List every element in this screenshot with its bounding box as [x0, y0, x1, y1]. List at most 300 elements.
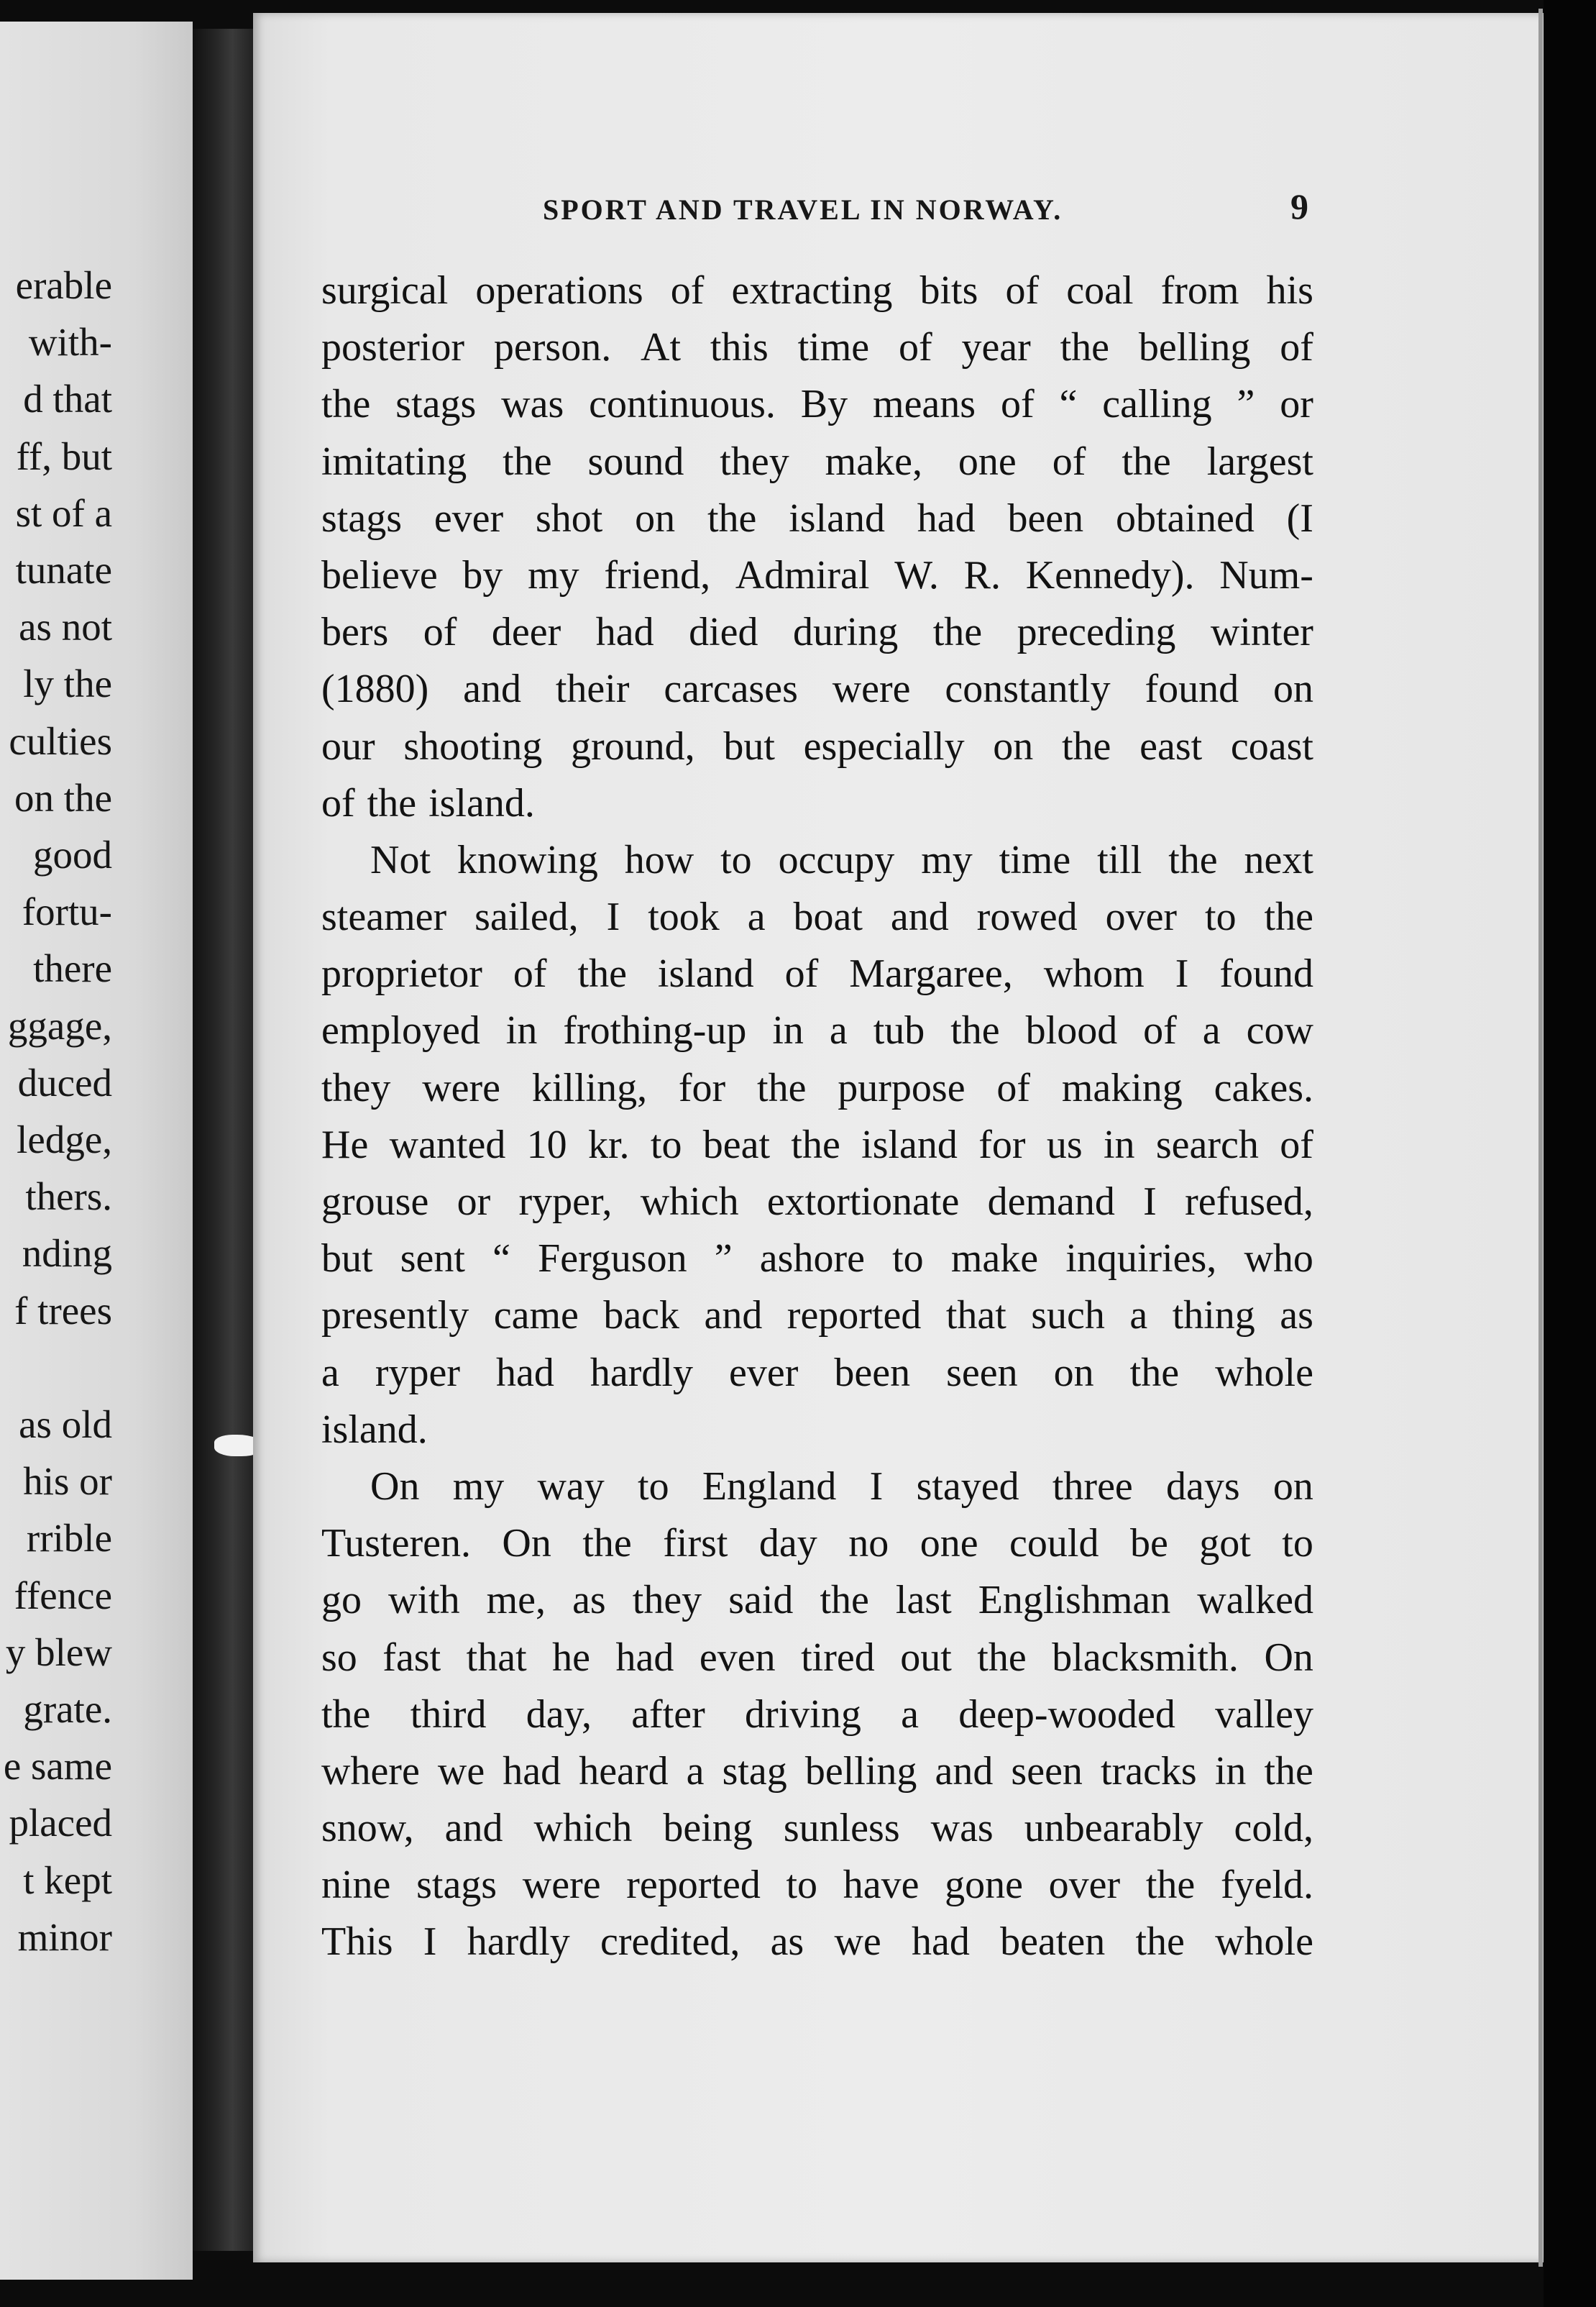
text-line	[321, 376, 1313, 433]
left-page-line: his or	[23, 1459, 112, 1504]
text-line	[321, 1572, 1313, 1629]
word: sunless	[783, 1806, 900, 1851]
word: search	[1155, 1122, 1259, 1167]
word: time	[797, 325, 870, 370]
word: 10	[526, 1122, 567, 1167]
word: how	[624, 837, 694, 882]
running-head: SPORT AND TRAVEL IN NORWAY.	[543, 193, 1063, 226]
word: were	[522, 1863, 601, 1908]
left-page-line: ly the	[23, 662, 112, 706]
word: walked	[1197, 1578, 1313, 1623]
text-line	[321, 775, 1313, 832]
word: he	[552, 1635, 590, 1680]
word: of	[784, 951, 819, 997]
word: my	[528, 552, 579, 598]
word: could	[1009, 1521, 1099, 1566]
text-line	[321, 1002, 1313, 1059]
word: make,	[825, 439, 922, 484]
word: the	[707, 495, 757, 541]
left-page-line: ffence	[14, 1573, 112, 1617]
word: with	[388, 1578, 460, 1623]
word: came	[493, 1293, 579, 1338]
word: of	[1000, 382, 1035, 427]
word: way	[537, 1463, 605, 1509]
word: had	[911, 1919, 970, 1965]
word: in	[772, 1008, 804, 1054]
word: surgical	[321, 268, 449, 313]
word: (1880)	[321, 667, 429, 712]
word: Kennedy).	[1025, 552, 1195, 598]
word: had	[503, 1748, 561, 1794]
left-page-line: thers.	[25, 1174, 112, 1219]
word: fast	[382, 1635, 441, 1680]
word: constantly	[945, 667, 1111, 712]
word: year	[961, 325, 1031, 370]
left-page-line: ledge,	[17, 1118, 112, 1161]
word: nine	[321, 1863, 391, 1908]
word: inquiries,	[1065, 1236, 1217, 1282]
word: ”	[714, 1236, 733, 1282]
word: or	[457, 1179, 491, 1224]
word: three	[1052, 1463, 1133, 1509]
word: ground,	[571, 723, 695, 769]
text-line	[321, 889, 1313, 946]
word: one	[958, 439, 1017, 484]
word: I	[423, 1919, 437, 1965]
word: make	[950, 1236, 1039, 1282]
word: being	[663, 1806, 753, 1851]
word: a	[1129, 1293, 1148, 1338]
word: on	[635, 495, 676, 541]
text-line	[321, 1060, 1313, 1117]
word: me,	[486, 1578, 546, 1623]
word: we	[437, 1748, 485, 1794]
word: was	[930, 1806, 994, 1851]
word: day	[758, 1521, 817, 1566]
word: the	[1264, 895, 1313, 940]
word: my	[921, 837, 973, 882]
page-edge-line	[1538, 9, 1543, 2267]
word: friend,	[604, 552, 711, 598]
word: coast	[1230, 723, 1313, 769]
word: to	[892, 1236, 924, 1282]
word: On	[370, 1463, 420, 1509]
word: and	[935, 1748, 994, 1794]
left-page-line: minor	[17, 1914, 112, 1959]
word: one	[919, 1521, 978, 1566]
word: the	[1060, 325, 1110, 370]
word: was	[501, 382, 564, 427]
word: At	[641, 325, 682, 370]
word: bits	[919, 268, 978, 313]
word: the	[503, 439, 552, 484]
word: this	[710, 325, 769, 370]
left-page-line: t kept	[23, 1858, 112, 1902]
word: heard	[579, 1748, 669, 1794]
word: on	[1272, 1463, 1313, 1509]
word: found	[1145, 667, 1239, 712]
word: grouse	[321, 1179, 429, 1224]
word: in	[505, 1008, 538, 1054]
text-line	[321, 1515, 1313, 1572]
word: sent	[400, 1236, 465, 1282]
text-line	[321, 1345, 1313, 1402]
word: but	[723, 723, 775, 769]
word: and	[890, 895, 949, 940]
word: the	[791, 1122, 840, 1167]
word: the	[582, 1521, 632, 1566]
word: the	[577, 951, 627, 997]
word: calling	[1102, 382, 1212, 427]
word: kr.	[588, 1122, 630, 1167]
word: of	[423, 610, 457, 655]
word: sailed,	[474, 895, 579, 940]
word: been	[834, 1350, 911, 1395]
word: ever	[729, 1350, 799, 1395]
word: occupy	[778, 837, 895, 882]
word: back	[603, 1293, 680, 1338]
word: which	[533, 1806, 633, 1851]
word: to	[1205, 895, 1237, 940]
text-line	[321, 832, 1313, 889]
word: shooting	[403, 723, 543, 769]
word: By	[800, 382, 848, 427]
word: or	[1280, 382, 1313, 427]
word: stags	[321, 495, 402, 541]
text-line	[321, 1402, 1313, 1458]
word: shot	[535, 495, 603, 541]
word: as	[770, 1919, 804, 1965]
word: to	[1282, 1521, 1313, 1566]
word: the	[932, 610, 983, 655]
word: to	[786, 1863, 818, 1908]
word: been	[1007, 495, 1084, 541]
word: for	[978, 1122, 1026, 1167]
word: of	[1280, 325, 1313, 370]
word: seen	[1011, 1748, 1083, 1794]
word: He	[321, 1122, 369, 1167]
word: stayed	[916, 1463, 1019, 1509]
word: coal	[1066, 268, 1134, 313]
word: as	[1280, 1293, 1313, 1338]
left-page-line: nding	[22, 1231, 112, 1276]
text-line	[321, 1686, 1313, 1743]
left-page-line: as old	[19, 1402, 112, 1446]
word: beat	[702, 1122, 771, 1167]
word: cow	[1246, 1008, 1313, 1054]
word: their	[555, 667, 630, 712]
word: Ferguson	[538, 1236, 687, 1282]
word: to	[650, 1122, 682, 1167]
left-page-line: as not	[19, 605, 112, 649]
page-number: 9	[1290, 186, 1308, 227]
word: operations	[475, 268, 643, 313]
left-page-line: good	[33, 833, 112, 877]
text-line	[321, 434, 1313, 490]
word: imitating	[321, 439, 467, 484]
word: fyeld.	[1220, 1863, 1313, 1908]
word: who	[1244, 1236, 1313, 1282]
word: and	[444, 1806, 503, 1851]
word: hardly	[590, 1350, 693, 1395]
left-page-line: on the	[14, 775, 112, 820]
text-line	[321, 1914, 1313, 1970]
word: deep-wooded	[958, 1691, 1175, 1737]
word: employed	[321, 1008, 480, 1054]
text-line	[321, 946, 1313, 1002]
word: island.	[321, 1407, 428, 1452]
word: On	[502, 1521, 551, 1566]
word: I	[1143, 1179, 1157, 1224]
text-line	[321, 1458, 1313, 1515]
word: Admiral	[735, 552, 870, 598]
word: blacksmith.	[1052, 1635, 1239, 1680]
word: cakes.	[1214, 1065, 1313, 1110]
left-page-line: grate.	[23, 1687, 112, 1731]
word: tracks	[1101, 1748, 1197, 1794]
word: Margaree,	[849, 951, 1013, 997]
left-page-line: culties	[9, 718, 112, 763]
word: of	[1052, 439, 1086, 484]
text-line	[321, 661, 1313, 718]
word: stags	[416, 1863, 497, 1908]
text-line	[321, 718, 1313, 775]
word: us	[1046, 1122, 1083, 1167]
word: means	[873, 382, 976, 427]
word: purpose	[838, 1065, 966, 1110]
text-line	[321, 1630, 1313, 1686]
word: England	[702, 1463, 837, 1509]
word: cold,	[1234, 1806, 1313, 1851]
word: demand	[987, 1179, 1115, 1224]
left-page-line: ff, but	[16, 434, 112, 478]
word: so	[321, 1635, 357, 1680]
left-page-line: tunate	[15, 548, 112, 592]
word: they	[632, 1578, 702, 1623]
word: winter	[1210, 610, 1313, 655]
left-page-line: erable	[15, 263, 112, 307]
word: days	[1166, 1463, 1240, 1509]
word: On	[1264, 1635, 1313, 1680]
word: day,	[526, 1691, 592, 1737]
word: to	[638, 1463, 669, 1509]
word: over	[1048, 1863, 1121, 1908]
word: a	[747, 895, 766, 940]
word: bers	[321, 610, 389, 655]
word: be	[1129, 1521, 1168, 1566]
word: reported	[786, 1293, 922, 1338]
word: the	[367, 780, 417, 826]
word: continuous.	[589, 382, 776, 427]
word: boat	[793, 895, 863, 940]
text-line	[321, 490, 1313, 547]
word: steamer	[321, 895, 447, 940]
text-line	[321, 1743, 1313, 1800]
text-line	[321, 1174, 1313, 1230]
word: had	[595, 610, 654, 655]
word: for	[678, 1065, 726, 1110]
word: of	[1280, 1122, 1313, 1167]
word: belling	[804, 1748, 917, 1794]
word: frothing-up	[563, 1008, 747, 1054]
word: found	[1219, 951, 1313, 997]
word: that	[945, 1293, 1006, 1338]
word: unbearably	[1024, 1806, 1203, 1851]
word: “	[1059, 382, 1078, 427]
word: the	[1168, 837, 1218, 882]
word: said	[728, 1578, 794, 1623]
word: gone	[945, 1863, 1023, 1908]
word: by	[462, 552, 503, 598]
word: I	[1175, 951, 1189, 997]
word: Tusteren.	[321, 1521, 471, 1566]
word: of	[1005, 268, 1040, 313]
word: got	[1199, 1521, 1251, 1566]
left-page-line: with-	[28, 320, 112, 365]
word: had	[496, 1350, 554, 1395]
word: deer	[491, 610, 561, 655]
word: the	[1145, 1863, 1196, 1908]
word: east	[1139, 723, 1203, 769]
word: making	[1061, 1065, 1183, 1110]
text-line	[321, 1857, 1313, 1914]
word: “	[492, 1236, 510, 1282]
word: died	[689, 610, 758, 655]
left-page-line: fortu-	[22, 890, 112, 934]
word: tub	[873, 1008, 925, 1054]
word: proprietor	[321, 951, 482, 997]
left-page-line: rrible	[26, 1516, 112, 1561]
word: over	[1105, 895, 1178, 940]
word: where	[321, 1748, 420, 1794]
word: blood	[1025, 1008, 1118, 1054]
word: and	[704, 1293, 763, 1338]
word: of	[1143, 1008, 1177, 1054]
word: This	[321, 1919, 393, 1965]
word: credited,	[600, 1919, 740, 1965]
word: on	[1272, 667, 1313, 712]
word: hardly	[467, 1919, 570, 1965]
word: island	[861, 1122, 958, 1167]
word: stag	[722, 1748, 787, 1794]
word: first	[663, 1521, 728, 1566]
left-page-line: there	[33, 946, 112, 991]
text-line	[321, 262, 1313, 319]
word: ashore	[759, 1236, 865, 1282]
word: after	[631, 1691, 705, 1737]
word: such	[1031, 1293, 1105, 1338]
word: Num-	[1219, 552, 1313, 598]
word: rowed	[976, 895, 1078, 940]
text-line	[321, 604, 1313, 661]
word: W.	[894, 552, 939, 598]
word: of	[513, 951, 547, 997]
word: had	[917, 495, 976, 541]
word: the	[950, 1008, 1000, 1054]
word: largest	[1206, 439, 1313, 484]
left-page-line: y blew	[5, 1630, 112, 1674]
word: time	[999, 837, 1071, 882]
word: stags	[395, 382, 477, 427]
word: snow,	[321, 1806, 414, 1851]
word: but	[321, 1236, 373, 1282]
word: go	[321, 1578, 362, 1623]
word: my	[452, 1463, 505, 1509]
word: the	[1122, 439, 1171, 484]
word: whom	[1043, 951, 1145, 997]
word: and	[463, 667, 522, 712]
word: Not	[370, 837, 431, 882]
word: the	[1135, 1919, 1185, 1965]
word: valley	[1215, 1691, 1313, 1737]
word: reported	[626, 1863, 761, 1908]
word: they	[321, 1065, 391, 1110]
word: next	[1244, 837, 1313, 882]
word: had	[615, 1635, 674, 1680]
word: beaten	[1000, 1919, 1106, 1965]
word: whole	[1215, 1350, 1313, 1395]
word: refused,	[1185, 1179, 1313, 1224]
word: a	[829, 1008, 848, 1054]
word: ryper,	[518, 1179, 613, 1224]
word: a	[1202, 1008, 1221, 1054]
word: extortionate	[766, 1179, 960, 1224]
text-line	[321, 1230, 1313, 1287]
word: the	[321, 1691, 371, 1737]
word: on	[1053, 1350, 1094, 1395]
word: of	[321, 780, 355, 826]
word: were	[832, 667, 911, 712]
word: third	[410, 1691, 487, 1737]
word: especially	[803, 723, 965, 769]
word: seen	[946, 1350, 1018, 1395]
word: Englishman	[978, 1578, 1171, 1623]
word: driving	[745, 1691, 861, 1737]
word: belling	[1138, 325, 1251, 370]
word: knowing	[457, 837, 598, 882]
word: as	[572, 1578, 606, 1623]
word: on	[993, 723, 1034, 769]
word: sound	[587, 439, 684, 484]
left-page-line: d that	[23, 377, 112, 421]
word: took	[648, 895, 720, 940]
word: wanted	[389, 1122, 506, 1167]
word: a	[901, 1691, 919, 1737]
text-line	[321, 1800, 1313, 1857]
word: have	[843, 1863, 919, 1908]
word: his	[1266, 268, 1313, 313]
left-page-line: e same	[3, 1744, 112, 1789]
word: of	[670, 268, 705, 313]
left-page-line: duced	[17, 1060, 112, 1105]
word: in	[1214, 1748, 1247, 1794]
word: the	[757, 1065, 807, 1110]
word: they	[720, 439, 789, 484]
word: whole	[1215, 1919, 1313, 1965]
word: till	[1097, 837, 1142, 882]
word: a	[686, 1748, 705, 1794]
word: island	[789, 495, 885, 541]
word: the	[820, 1578, 869, 1623]
word: extracting	[731, 268, 893, 313]
left-page-line: placed	[9, 1801, 112, 1845]
word: a	[321, 1350, 339, 1395]
word: the	[1062, 723, 1111, 769]
word: of	[996, 1065, 1031, 1110]
word: out	[900, 1635, 952, 1680]
word: the	[1129, 1350, 1180, 1395]
word: ”	[1237, 382, 1255, 427]
